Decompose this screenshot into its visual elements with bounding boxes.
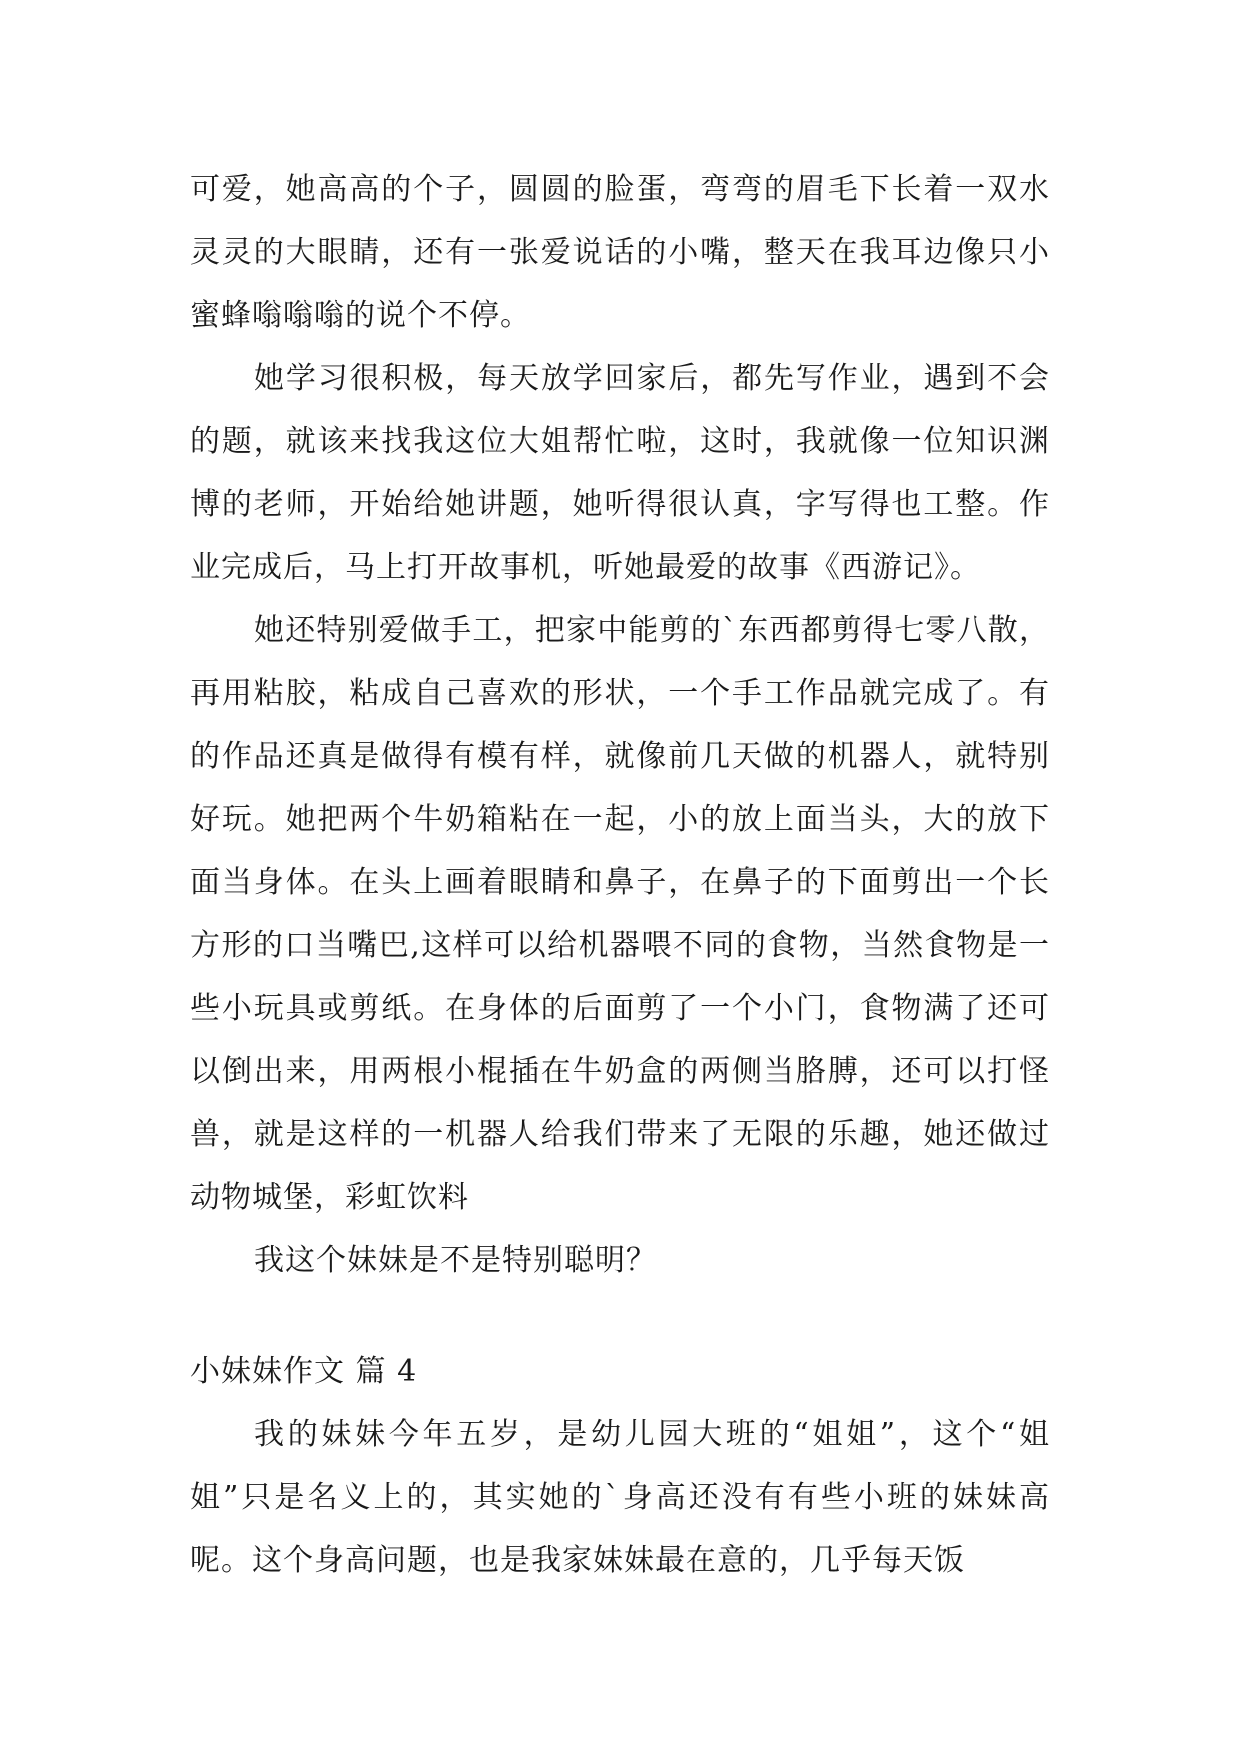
document-body <box>190 158 1050 1592</box>
paragraph-section-4: 我的妹妹今年五岁，是幼儿园大班的“姐姐”，这个“姐姐”只是名义上的，其实她的`身高还没有有些小班的妹妹高呢。这个身高问题，也是我家妹妹最在意的，几乎每天饭 <box>190 1417 1050 1578</box>
paragraph-question: 我这个妹妹是不是特别聪明？ <box>254 1243 657 1278</box>
paragraph-continuation: 可爱，她高高的个子，圆圆的脸蛋，弯弯的眉毛下长着一双水灵灵的大眼睛，还有一张爱说话的小嘴，整天在我耳边像只小蜜蜂嗡嗡嗡的说个不停。 <box>190 172 1050 333</box>
paragraph-handcraft: 她还特别爱做手工，把家中能剪的`东西都剪得七零八散，再用粘胶，粘成自己喜欢的形状，一个手工作品就完成了。有的作品还真是做得有模有样，就像前几天做的机器人，就特别好玩。她把两个牛奶箱粘在一起，小的放上面当头，大的放下面当身体。在头上画着眼睛和鼻子，在鼻子的下面剪出一个长方形的口当嘴巴,这样可以给机器喂不同的食物，当然食物是一些小玩具或剪纸。在身体的后面剪了一个小门，食物满了还可以倒出来，用两根小棍插在牛奶盒的两侧当胳膊，还可以打怪兽，就是这样的一机器人给我们带来了无限的乐趣，她还做过动物城堡，彩虹饮料 <box>190 613 1050 1215</box>
section-heading: 小妹妹作文 篇 4 <box>190 1354 418 1389</box>
paragraph-study: 她学习很积极，每天放学回家后，都先写作业，遇到不会的题，就该来找我这位大姐帮忙啦，这时，我就像一位知识渊博的老师，开始给她讲题，她听得很认真，字写得也工整。作业完成后，马上打开故事机，听她最爱的故事《西游记》。 <box>190 361 1050 585</box>
